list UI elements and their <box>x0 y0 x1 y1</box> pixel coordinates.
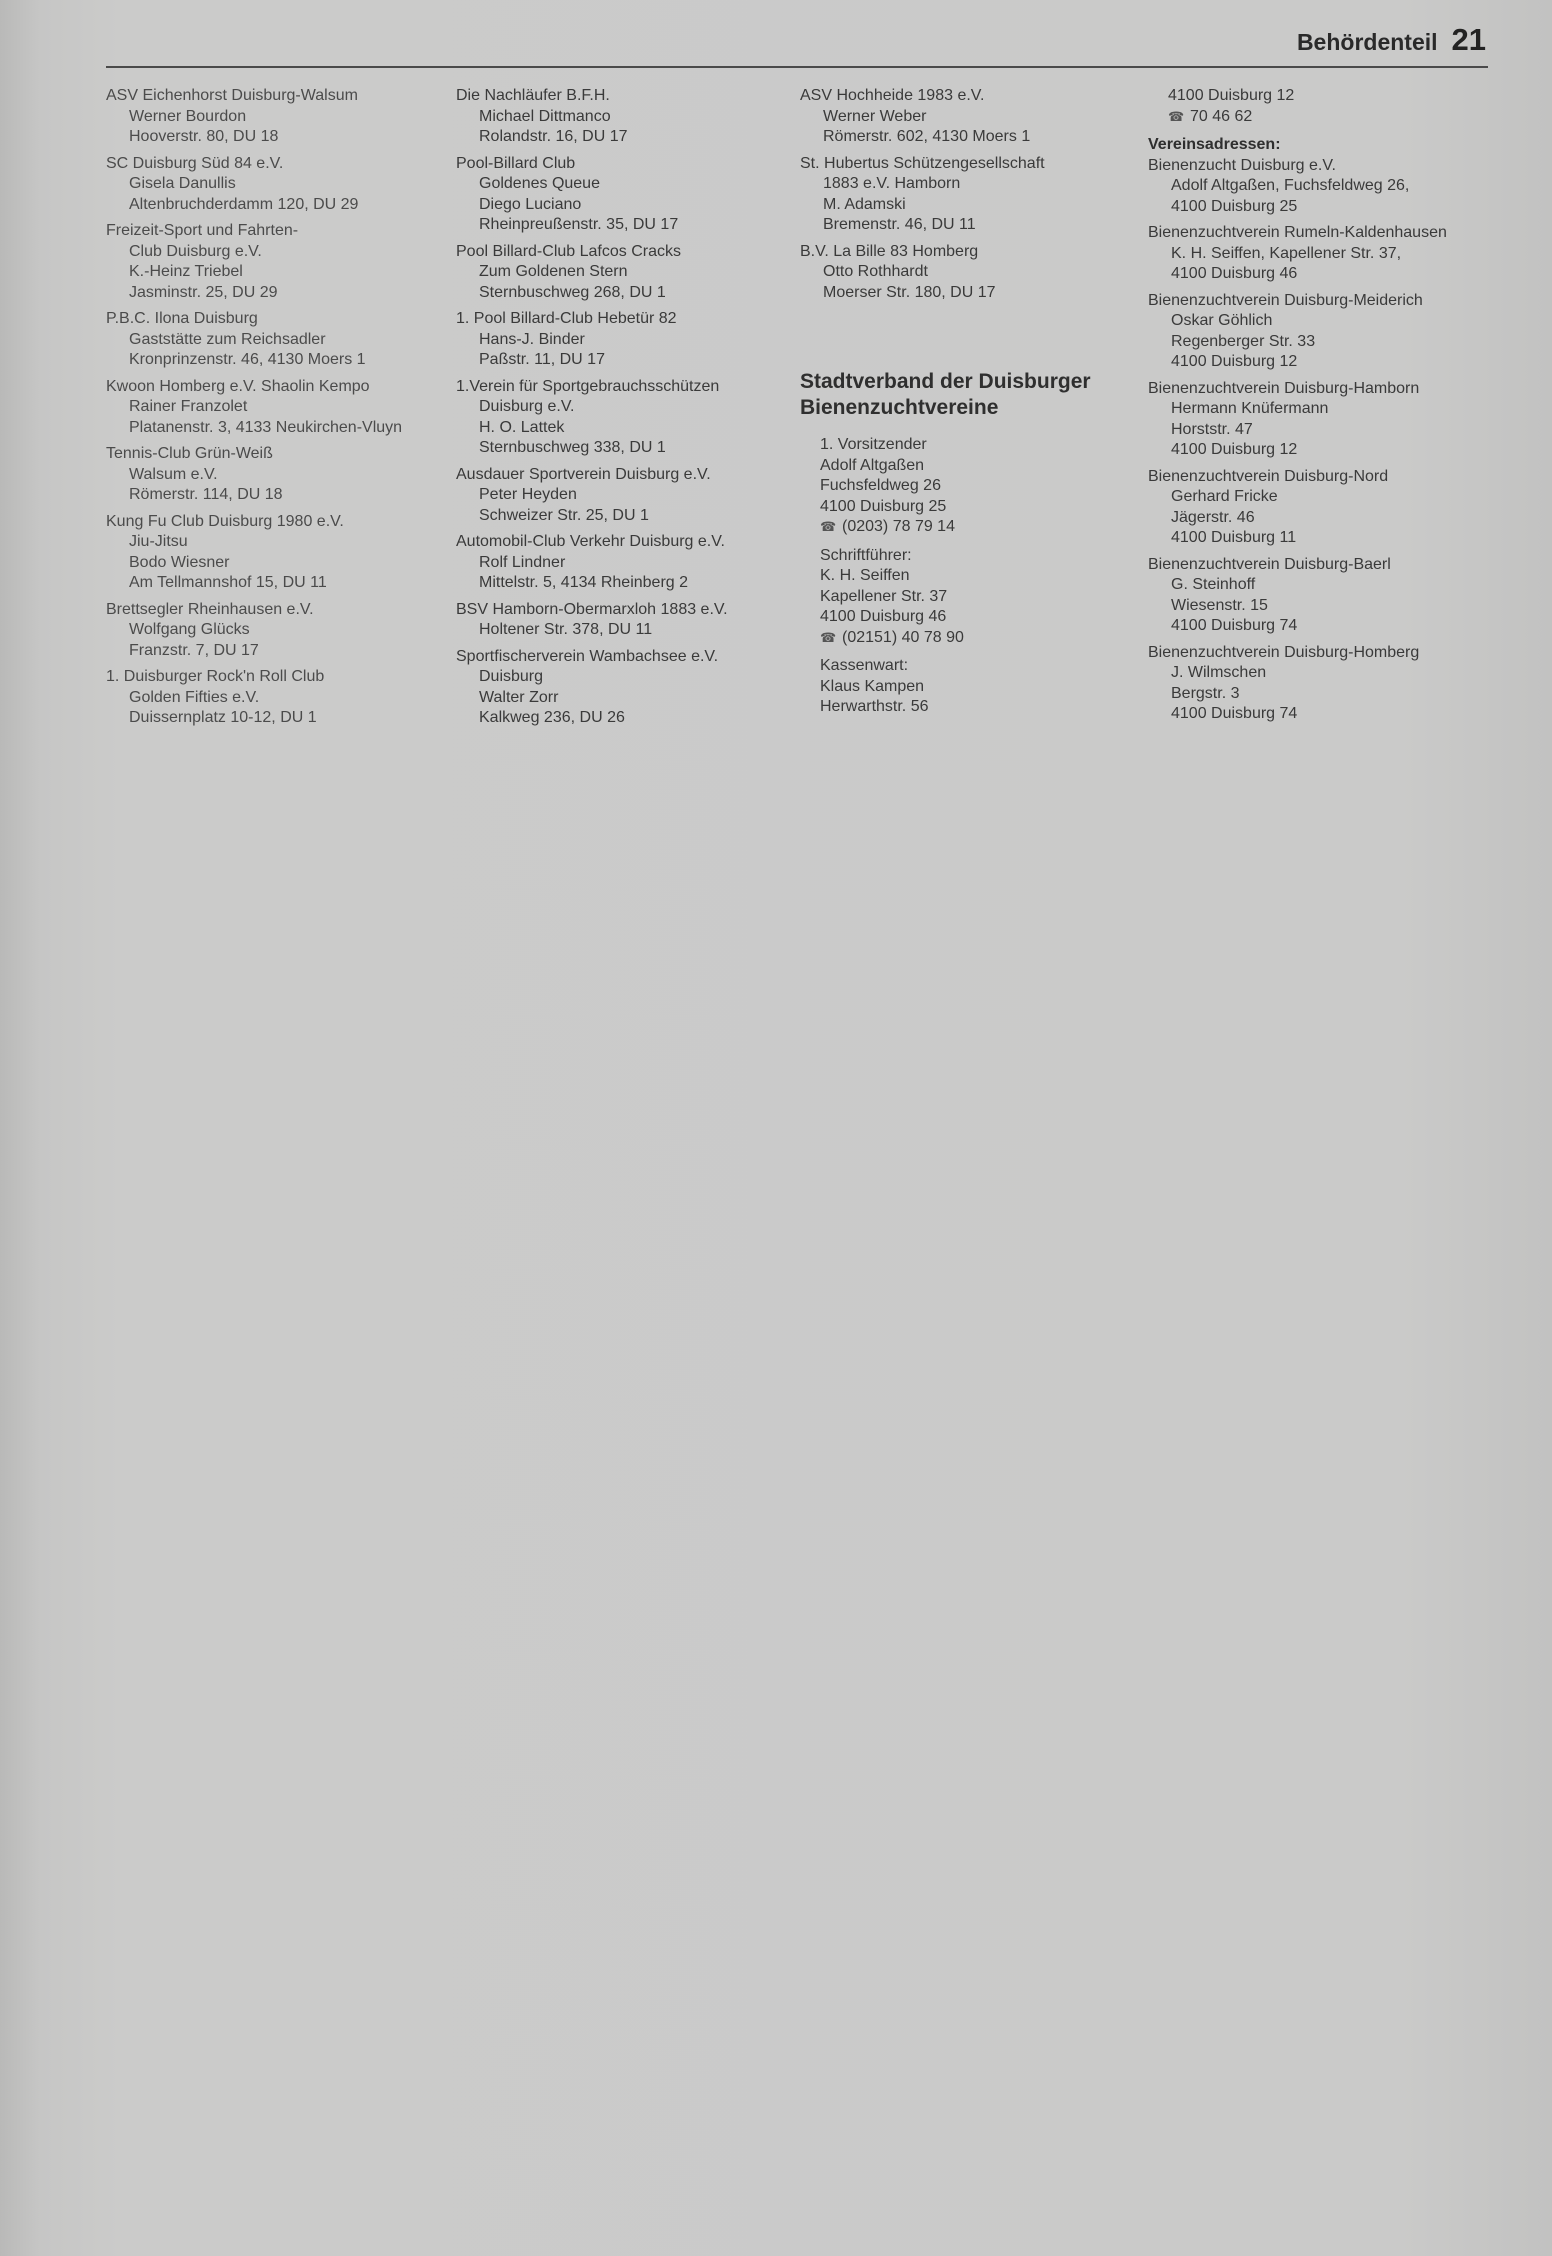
entry-detail-line: Rheinpreußenstr. 35, DU 17 <box>479 216 679 233</box>
directory-entry <box>456 309 786 371</box>
entry-detail-line: Schweizer Str. 25, DU 1 <box>479 506 649 524</box>
entry-title: St. Hubertus Schützengesellschaft <box>800 154 1045 172</box>
member-line: K. H. Seiffen <box>820 567 910 584</box>
entry-detail-line: Club Duisburg e.V. <box>129 242 262 260</box>
board-member <box>800 435 1130 538</box>
directory-entry <box>456 242 786 304</box>
entry-title: Bienenzuchtverein Duisburg-Baerl <box>1148 555 1391 573</box>
entry-detail-line: Paßstr. 11, DU 17 <box>479 351 605 368</box>
directory-entry <box>1148 291 1488 373</box>
directory-entry <box>456 377 786 459</box>
directory-entry <box>800 154 1130 236</box>
entry-title: Brettsegler Rheinhausen e.V. <box>106 600 314 618</box>
entry-title: Bienenzuchtverein Rumeln-Kaldenhausen <box>1148 224 1447 241</box>
continued-contact <box>1148 86 1488 127</box>
entry-detail-line: Altenbruchderdamm 120, DU 29 <box>129 195 359 213</box>
entry-detail-line: Bremenstr. 46, DU 11 <box>823 216 976 233</box>
board-members <box>800 435 1130 718</box>
club-addresses <box>1148 156 1488 725</box>
directory-entry <box>1148 467 1488 549</box>
entry-title: 1.Verein für Sportgebrauchsschützen <box>456 377 720 395</box>
member-line: Adolf Altgaßen <box>820 456 925 474</box>
entry-title: Kung Fu Club Duisburg 1980 e.V. <box>106 512 344 530</box>
entry-detail-line: M. Adamski <box>823 195 906 213</box>
entry-detail-line: Hermann Knüfermann <box>1171 400 1329 417</box>
directory-entry <box>456 465 786 527</box>
member-line: Kassenwart: <box>820 657 909 674</box>
entry-title: Bienenzucht Duisburg e.V. <box>1148 156 1336 174</box>
entry-detail-line: Oskar Göhlich <box>1171 312 1273 329</box>
phone-number: (0203) 78 79 14 <box>842 518 955 535</box>
directory-entry <box>106 512 436 594</box>
entry-detail-line: Franzstr. 7, DU 17 <box>129 641 259 659</box>
section-heading <box>800 369 1130 421</box>
member-line: Herwarthstr. 56 <box>820 698 929 715</box>
entry-title: 1. Duisburger Rock'n Roll Club <box>106 668 325 685</box>
entry-detail-line: Adolf Altgaßen, Fuchsfeldweg 26, <box>1171 177 1410 194</box>
entry-title: Automobil-Club Verkehr Duisburg e.V. <box>456 533 725 550</box>
phone-icon: ☎ <box>820 519 837 534</box>
entry-detail-line: Römerstr. 602, 4130 Moers 1 <box>823 128 1031 145</box>
entry-detail-line: Rolf Lindner <box>479 553 566 571</box>
entry-title: Tennis-Club Grün-Weiß <box>106 445 273 462</box>
entry-title: Bienenzuchtverein Duisburg-Meiderich <box>1148 291 1423 309</box>
entry-detail-line: Diego Luciano <box>479 195 582 213</box>
entry-detail-line: Wolfgang Glücks <box>129 621 250 638</box>
entry-detail-line: G. Steinhoff <box>1171 576 1256 593</box>
column-2 <box>456 86 786 735</box>
phone-line <box>820 517 1130 538</box>
heading-line: Bienenzuchtvereine <box>800 396 999 419</box>
entry-detail-line: 4100 Duisburg 12 <box>1171 441 1298 458</box>
phone-number: (02151) 40 78 90 <box>842 628 964 646</box>
entry-detail-line: H. O. Lattek <box>479 418 565 436</box>
entry-detail-line: 4100 Duisburg 46 <box>1171 265 1298 282</box>
entry-title: Bienenzuchtverein Duisburg-Hamborn <box>1148 379 1420 397</box>
entry-detail-line: Gisela Danullis <box>129 175 236 192</box>
phone-line <box>820 628 1130 649</box>
entry-title: Sportfischerverein Wambachsee e.V. <box>456 647 719 665</box>
entry-detail-line: 4100 Duisburg 11 <box>1171 529 1297 546</box>
phone-number: 70 46 62 <box>1190 107 1253 125</box>
entry-detail-line: Duisburg e.V. <box>479 398 575 415</box>
entry-detail-line: Werner Bourdon <box>129 107 247 125</box>
entry-detail-line: 4100 Duisburg 25 <box>1171 197 1298 215</box>
entry-detail-line: Duissernplatz 10-12, DU 1 <box>129 709 317 726</box>
entry-detail-line: Jasminstr. 25, DU 29 <box>129 283 278 301</box>
member-line: 4100 Duisburg 46 <box>820 608 947 625</box>
entry-title: B.V. La Bille 83 Homberg <box>800 242 979 260</box>
heading-line: Stadtverband der Duisburger <box>800 370 1091 393</box>
entry-title: ASV Eichenhorst Duisburg-Walsum <box>106 87 358 104</box>
entry-detail-line: Duisburg <box>479 668 544 685</box>
phone-line <box>1168 107 1488 128</box>
member-line: Kapellener Str. 37 <box>820 587 948 605</box>
phone-icon: ☎ <box>820 629 837 645</box>
page-number: 21 <box>1451 22 1486 57</box>
entry-title: Freizeit-Sport und Fahrten- <box>106 222 299 239</box>
entry-detail-line: Peter Heyden <box>479 486 577 503</box>
member-line: Fuchsfeldweg 26 <box>820 477 941 494</box>
directory-entry <box>1148 156 1488 218</box>
entry-detail-line: Römerstr. 114, DU 18 <box>129 486 283 503</box>
entry-title: Kwoon Homberg e.V. Shaolin Kempo <box>106 377 370 395</box>
section-title: Behördenteil <box>1296 29 1438 55</box>
entry-detail-line: Bodo Wiesner <box>129 553 230 571</box>
directory-entry <box>106 309 436 371</box>
entry-detail-line: 1883 e.V. Hamborn <box>823 175 961 192</box>
entry-title: SC Duisburg Süd 84 e.V. <box>106 154 284 172</box>
directory-entry <box>1148 555 1488 637</box>
entry-detail-line: Horststr. 47 <box>1171 420 1253 438</box>
entry-detail-line: Walter Zorr <box>479 688 559 706</box>
entry-detail-line: Zum Goldenen Stern <box>479 263 628 280</box>
entry-detail-line: Werner Weber <box>823 107 927 125</box>
phone-icon: ☎ <box>1168 108 1185 124</box>
entry-detail-line: Otto Rothhardt <box>823 263 928 280</box>
entry-detail-line: Goldenes Queue <box>479 175 600 192</box>
entry-title: Bienenzuchtverein Duisburg-Homberg <box>1148 643 1420 661</box>
entry-detail-line: 4100 Duisburg 74 <box>1171 617 1298 634</box>
entry-detail-line: Platanenstr. 3, 4133 Neukirchen-Vluyn <box>129 418 403 436</box>
entry-detail-line: Walsum e.V. <box>129 465 218 483</box>
entry-title: ASV Hochheide 1983 e.V. <box>800 87 985 104</box>
directory-entry <box>106 377 436 439</box>
member-line: Schriftführer: <box>820 546 912 564</box>
contact-line: 4100 Duisburg 12 <box>1168 87 1295 104</box>
directory-entry <box>106 154 436 216</box>
entry-detail-line: K.-Heinz Triebel <box>129 263 243 280</box>
column-4 <box>1148 86 1488 731</box>
member-line: Klaus Kampen <box>820 677 925 695</box>
entry-detail-line: Hans-J. Binder <box>479 330 585 348</box>
entry-title: Bienenzuchtverein Duisburg-Nord <box>1148 467 1389 485</box>
directory-entry <box>106 667 436 729</box>
entry-title: P.B.C. Ilona Duisburg <box>106 310 258 327</box>
entry-detail-line: Rolandstr. 16, DU 17 <box>479 128 628 145</box>
entry-detail-line: Am Tellmannshof 15, DU 11 <box>129 574 327 591</box>
directory-entry <box>456 86 786 148</box>
page-header <box>1297 22 1486 58</box>
directory-entry <box>800 242 1130 304</box>
entry-detail-line: Wiesenstr. 15 <box>1171 596 1268 614</box>
entry-detail-line: Sternbuschweg 268, DU 1 <box>479 283 666 301</box>
entry-title: Die Nachläufer B.F.H. <box>456 87 610 104</box>
entry-detail-line: Gaststätte zum Reichsadler <box>129 330 326 348</box>
directory-entry <box>106 444 436 506</box>
directory-entry <box>1148 643 1488 725</box>
entry-detail-line: Sternbuschweg 338, DU 1 <box>479 439 666 456</box>
directory-entry <box>106 600 436 662</box>
entry-detail-line: Regenberger Str. 33 <box>1171 332 1316 350</box>
entry-detail-line: K. H. Seiffen, Kapellener Str. 37, <box>1171 244 1402 262</box>
entry-detail-line: J. Wilmschen <box>1171 664 1267 681</box>
entry-detail-line: 4100 Duisburg 74 <box>1171 705 1298 722</box>
entry-detail-line: Michael Dittmanco <box>479 107 611 125</box>
member-line: 1. Vorsitzender <box>820 436 927 453</box>
member-line: 4100 Duisburg 25 <box>820 497 947 515</box>
entry-detail-line: Mittelstr. 5, 4134 Rheinberg 2 <box>479 574 689 591</box>
column-3-entries <box>800 86 1130 303</box>
directory-entry <box>456 647 786 729</box>
entry-detail-line: Jiu-Jitsu <box>129 533 188 550</box>
entry-detail-line: Moerser Str. 180, DU 17 <box>823 283 996 301</box>
directory-entry <box>106 221 436 303</box>
entry-detail-line: Holtener Str. 378, DU 11 <box>479 621 653 638</box>
header-rule <box>106 66 1488 68</box>
entry-title: Pool-Billard Club <box>456 154 576 172</box>
entry-title: Ausdauer Sportverein Duisburg e.V. <box>456 465 711 483</box>
entry-title: BSV Hamborn-Obermarxloh 1883 e.V. <box>456 600 728 618</box>
addresses-label: Vereinsadressen: <box>1148 136 1281 153</box>
entry-detail-line: Kalkweg 236, DU 26 <box>479 709 625 726</box>
entry-title: 1. Pool Billard-Club Hebetür 82 <box>456 310 677 327</box>
directory-entry <box>106 86 436 148</box>
directory-entry <box>456 154 786 236</box>
directory-entry <box>456 600 786 641</box>
board-member <box>800 656 1130 718</box>
entry-detail-line: Bergstr. 3 <box>1171 684 1240 702</box>
directory-entry <box>1148 379 1488 461</box>
entry-detail-line: Kronprinzenstr. 46, 4130 Moers 1 <box>129 351 366 368</box>
entry-detail-line: Rainer Franzolet <box>129 398 248 415</box>
entry-detail-line: Gerhard Fricke <box>1171 488 1278 505</box>
board-member <box>800 546 1130 649</box>
column-1 <box>106 86 436 735</box>
directory-entry <box>456 532 786 594</box>
directory-entry <box>1148 223 1488 285</box>
entry-detail-line: Golden Fifties e.V. <box>129 688 260 706</box>
directory-entry <box>800 86 1130 148</box>
column-3 <box>800 86 1130 726</box>
entry-detail-line: Hooverstr. 80, DU 18 <box>129 128 279 145</box>
entry-detail-line: Jägerstr. 46 <box>1171 508 1255 526</box>
entry-title: Pool Billard-Club Lafcos Cracks <box>456 242 681 260</box>
entry-detail-line: 4100 Duisburg 12 <box>1171 353 1298 370</box>
